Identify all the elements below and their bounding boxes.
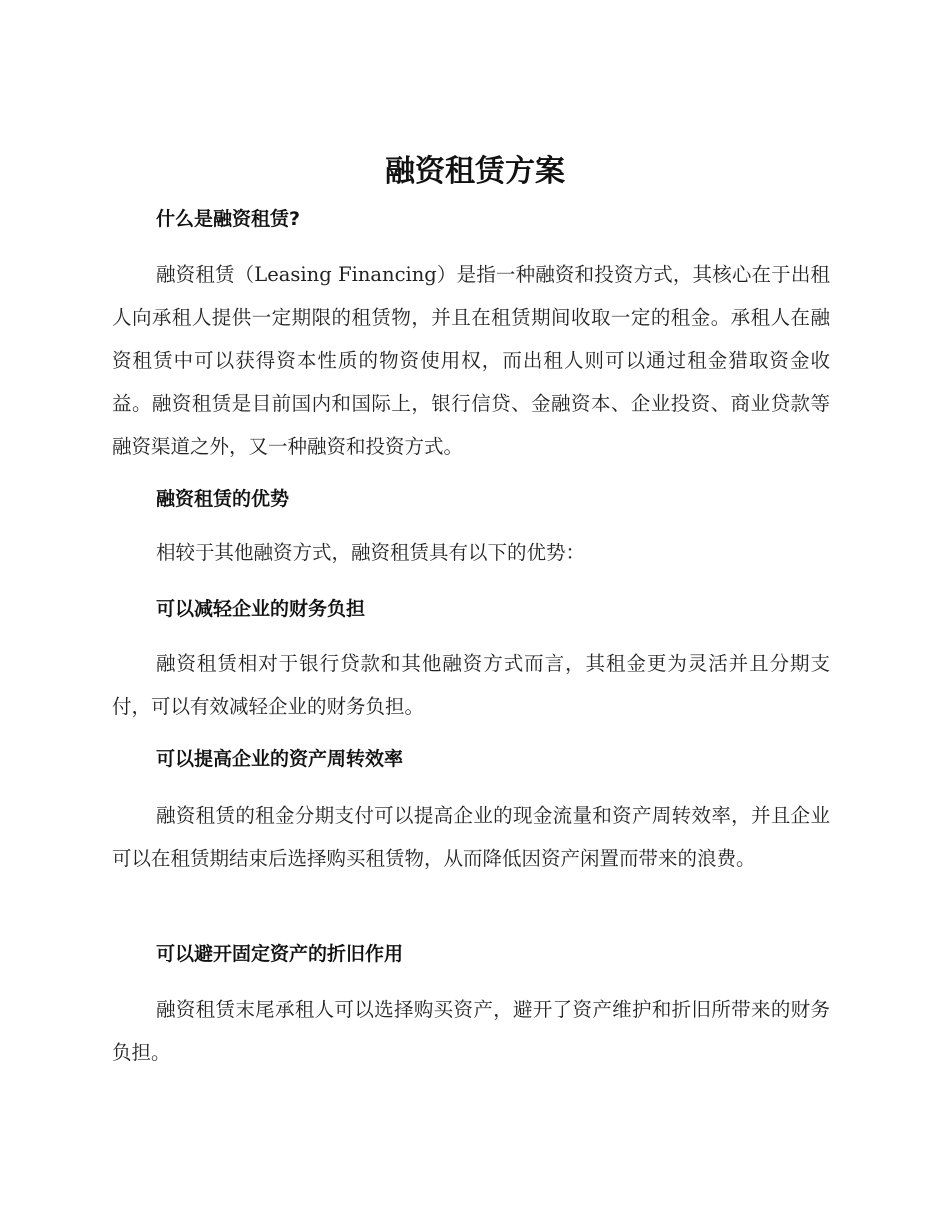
section-heading-advantages: 融资租赁的优势 xyxy=(156,488,290,510)
section-paragraph-what-is: 融资租赁（Leasing Financing）是指一种融资和投资方式，其核心在于出租人向承租人提供一定期限的租赁物，并且在租赁期间收取一定的租金。承租人在融资租赁中可以获得资本性质的物资使用权，而出租人则可以通过租金猎取资金收益。融资租赁是目前国内和国际上，银行信贷、金融资本、企业投资、商业贷款等融资渠道之外，又一种融资和投资方式。 xyxy=(112,263,830,458)
section-paragraph-advantages: 相较于其他融资方式，融资租赁具有以下的优势： xyxy=(156,541,586,564)
section-heading-reduce-burden: 可以减轻企业的财务负担 xyxy=(156,598,366,620)
section-paragraph-asset-turnover: 融资租赁的租金分期支付可以提高企业的现金流量和资产周转效率，并且企业可以在租赁期结束后选择购买租赁物，从而降低因资产闲置而带来的浪费。 xyxy=(112,804,830,870)
section-paragraph-reduce-burden: 融资租赁相对于银行贷款和其他融资方式而言，其租金更为灵活并且分期支付，可以有效减轻企业的财务负担。 xyxy=(112,652,830,718)
section-heading-asset-turnover: 可以提高企业的资产周转效率 xyxy=(156,748,404,770)
document-title: 融资租赁方案 xyxy=(385,154,565,189)
section-paragraph-depreciation: 融资租赁末尾承租人可以选择购买资产，避开了资产维护和折旧所带来的财务负担。 xyxy=(112,998,830,1064)
section-heading-what-is: 什么是融资租赁? xyxy=(156,208,301,230)
section-heading-depreciation: 可以避开固定资产的折旧作用 xyxy=(156,943,404,965)
